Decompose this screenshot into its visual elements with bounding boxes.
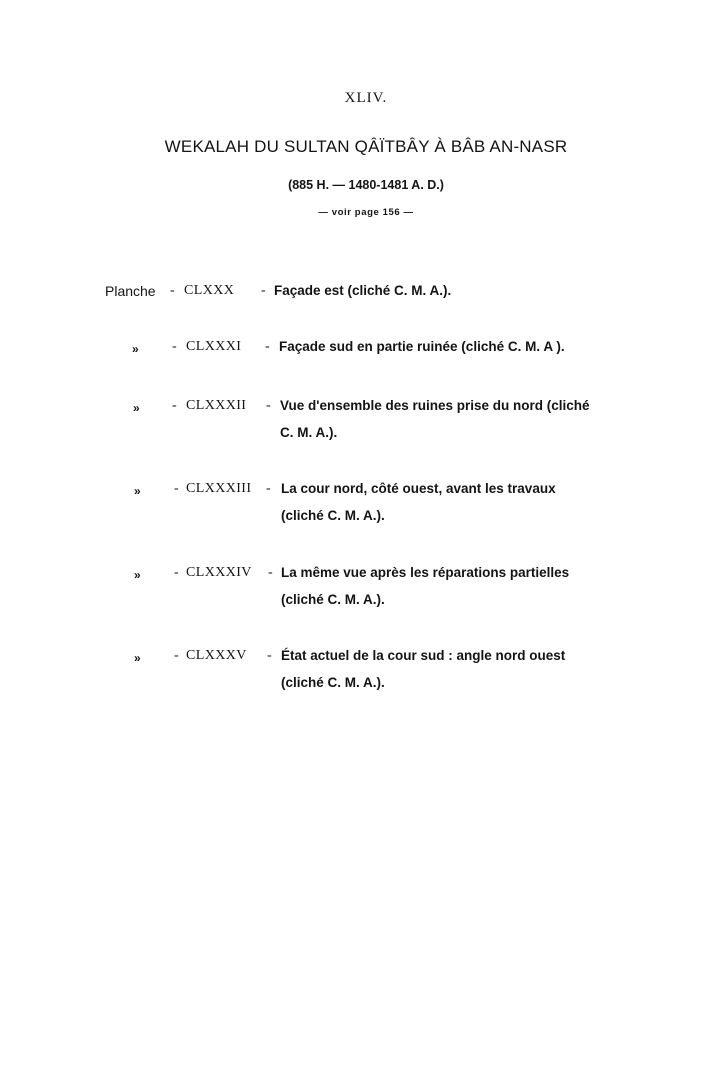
plate-dash: - [174, 565, 179, 580]
plate-description [280, 392, 590, 446]
plate-lead: » [133, 401, 140, 415]
plate-description-line: Façade est (cliché C. M. A.). [274, 283, 452, 298]
date-range: (885 H. — 1480-1481 A. D.) [288, 178, 444, 192]
plate-separator: - [266, 481, 271, 496]
plate-description-line: La cour nord, côté ouest, avant les travaux [281, 481, 556, 496]
plate-separator: - [268, 565, 273, 580]
plate-lead: » [134, 568, 141, 582]
plate-description-line: État actuel de la cour sud : angle nord ouest [281, 648, 566, 663]
plate-dash: - [172, 339, 177, 354]
plate-dash: - [174, 648, 179, 663]
plate-lead: » [134, 651, 141, 665]
plate-description [279, 333, 565, 360]
plate-description [274, 277, 451, 304]
plate-separator: - [266, 398, 271, 413]
plate-description [281, 642, 565, 696]
plate-separator: - [261, 283, 266, 298]
plate-description-line: (cliché C. M. A.). [281, 675, 385, 690]
plate-description-line: La même vue après les réparations partielles [281, 565, 570, 580]
section-numeral: XLIV. [344, 90, 388, 106]
page-title: WEKALAH DU SULTAN QÂÏTBÂY À BÂB AN-NASR [164, 137, 568, 156]
plate-number: CLXXXII [186, 398, 247, 413]
plate-description [281, 559, 569, 613]
plate-number: CLXXX [184, 283, 235, 298]
plate-dash: - [174, 481, 179, 496]
plate-number: CLXXXIII [186, 481, 252, 496]
plate-lead: » [132, 342, 139, 356]
plate-number: CLXXXI [186, 339, 242, 354]
plate-description [281, 475, 556, 529]
plate-number: CLXXXIV [186, 565, 252, 580]
plate-lead: » [134, 484, 141, 498]
page-reference-note: — voir page 156 — [318, 207, 414, 218]
plate-description-line: (cliché C. M. A.). [281, 508, 385, 523]
plate-lead: Planche [105, 283, 156, 299]
plate-description-line: Vue d'ensemble des ruines prise du nord (cliché [280, 398, 590, 413]
plate-description-line: Façade sud en partie ruinée (cliché C. M. A ). [279, 339, 565, 354]
plate-description-line: (cliché C. M. A.). [281, 592, 385, 607]
plate-dash: - [172, 398, 177, 413]
plate-separator: - [267, 648, 272, 663]
plate-number: CLXXXV [186, 648, 247, 663]
plate-separator: - [265, 339, 270, 354]
plate-description-line: C. M. A.). [280, 425, 338, 440]
plate-dash: - [170, 283, 175, 298]
